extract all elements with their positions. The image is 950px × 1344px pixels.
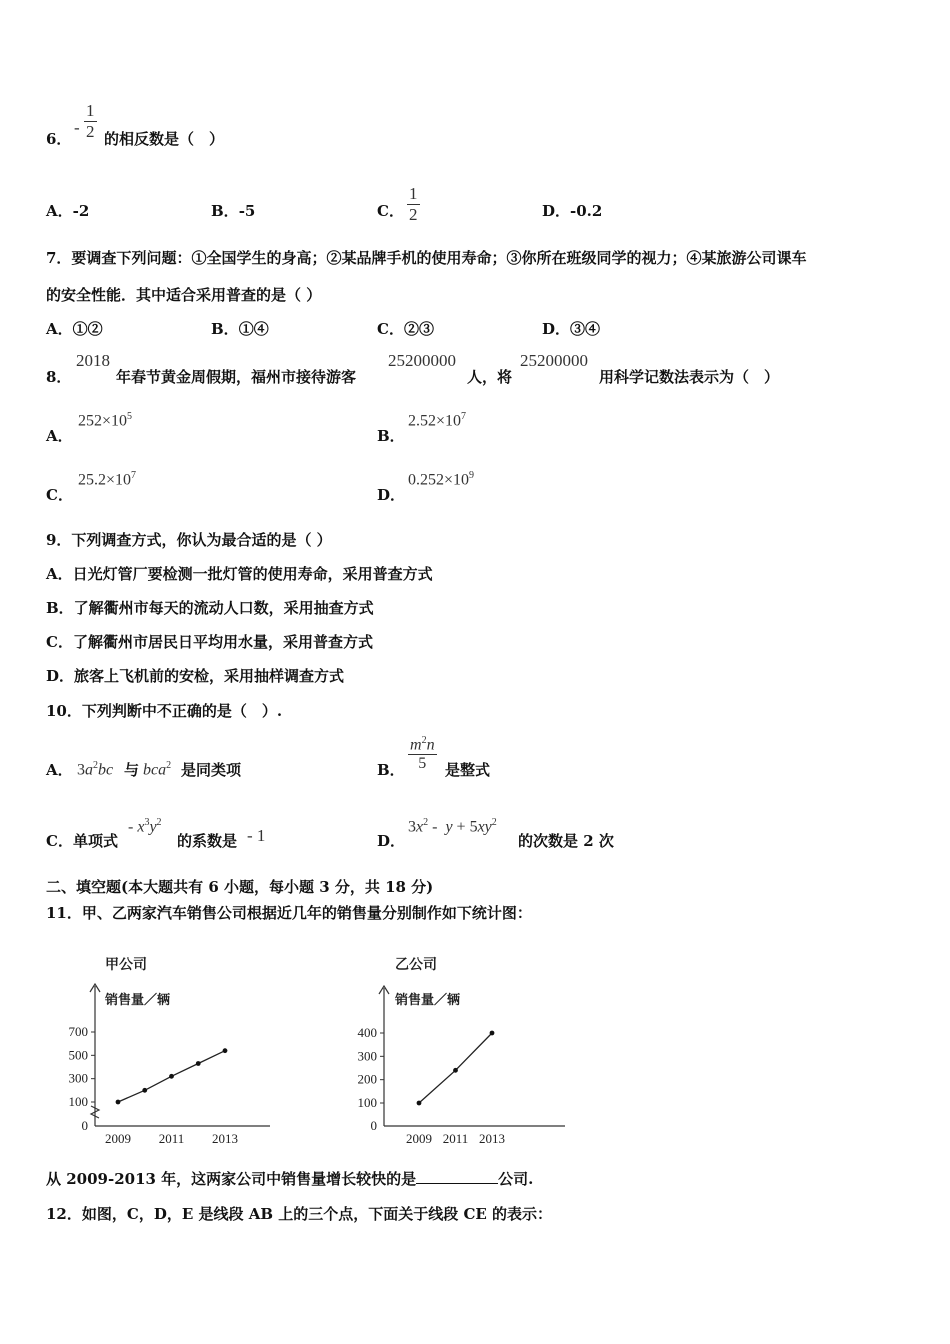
q9-option-c[interactable]: C．了解衢州市居民日平均用水量，采用普查方式	[46, 633, 373, 651]
yi-ytick-label: 300	[357, 1048, 377, 1064]
q12-stem: 12．如图，C，D，E 是线段 AB 上的三个点，下面关于线段 CE 的表示：	[46, 1205, 553, 1223]
q10-option-c-coef: - 1	[247, 826, 266, 845]
jia-ytick-label: 500	[68, 1047, 88, 1063]
q9-option-d[interactable]: D．旅客上飞机前的安检，采用抽样调查方式	[46, 667, 345, 685]
chart-jia	[55, 948, 285, 1148]
q11-stem: 11．甲、乙两家汽车销售公司根据近几年的销售量分别制作如下统计图：	[46, 904, 532, 922]
q10-option-d-label[interactable]: D．	[377, 832, 406, 850]
q8-option-d-value[interactable]: $0.252\times 10^9$	[408, 470, 475, 489]
q10-option-a-label[interactable]: A．	[46, 761, 73, 779]
q9-option-b[interactable]: B．了解衢州市每天的流动人口数，采用抽查方式	[46, 599, 374, 617]
q10-option-c-label[interactable]: C．单项式	[46, 832, 118, 850]
q6-frac-den: 2	[86, 122, 95, 141]
yi-data-point	[453, 1068, 458, 1073]
jia-data-point	[142, 1088, 147, 1093]
q8-option-c-label[interactable]: C．	[46, 486, 73, 504]
q8-option-d-label[interactable]: D．	[377, 486, 406, 504]
q11-answer-prefix: 从 2009-2013 年，这两家公司中销售量增长较快的是	[46, 1170, 417, 1188]
q11-answer-blank[interactable]	[416, 1169, 498, 1184]
q8-text1: 年春节黄金周假期，福州市接待游客	[116, 368, 357, 386]
chart-jia-title: 甲公司	[105, 958, 147, 973]
q8-option-a-value[interactable]: $252\times 10^5$	[78, 411, 133, 430]
jia-data-point	[116, 1100, 121, 1105]
q7-stem-line1: 7．要调查下列问题：①全国学生的身高；②某品牌手机的使用寿命；③你所在班级同学的视力；④某旅游公司课车	[46, 249, 807, 267]
q11-answer-line	[46, 1168, 533, 1189]
jia-ytick-label: 100	[68, 1094, 88, 1109]
q11-answer-suffix: 公司.	[498, 1170, 534, 1188]
q10-option-a-tail: 是同类项	[181, 761, 242, 779]
chart-jia-axis-break	[91, 1106, 99, 1118]
jia-data-point	[223, 1048, 228, 1053]
jia-data-point	[169, 1074, 174, 1079]
q8-number: 8．	[46, 368, 72, 386]
yi-xtick-label: 2009	[406, 1131, 432, 1146]
q9-stem: 9．下列调查方式，你认为最合适的是（ ）	[46, 531, 332, 549]
yi-ytick-label: 200	[357, 1071, 377, 1087]
q6-option-d[interactable]: D．-0.2	[542, 202, 603, 220]
q7-option-a[interactable]: A．①②	[46, 320, 103, 338]
q10-option-b-fraction: $\frac{m^2n}{5}$	[410, 735, 435, 773]
q8-option-b-value[interactable]: $2.52\times 10^7$	[408, 411, 467, 430]
q8-text2: 人，将	[467, 368, 513, 386]
yi-ytick-label: 400	[357, 1025, 377, 1040]
q8-option-c-value[interactable]: $25.2\times 10^7$	[78, 470, 137, 489]
q6-negative-sign: -	[74, 118, 80, 137]
q6-fraction	[84, 101, 97, 142]
chart-yi	[345, 948, 575, 1148]
jia-ytick-label: 300	[68, 1070, 88, 1086]
q6-option-c-fraction: $\frac{1}{2}$	[409, 184, 418, 224]
q7-option-c[interactable]: C．②③	[377, 320, 434, 338]
q8-text3: 用科学记数法表示为（ ）	[599, 368, 780, 386]
q10-option-c-mid: 的系数是	[177, 832, 238, 850]
q8-count2: 25200000	[520, 351, 588, 370]
q10-option-c-monomial: - $x^3y^2$	[128, 817, 162, 836]
q8-option-a-label[interactable]: A．	[46, 427, 73, 445]
q8-option-b-label[interactable]: B．	[377, 427, 405, 445]
jia-xtick-label: 2011	[158, 1131, 185, 1146]
jia-xtick-label: 2013	[212, 1131, 238, 1146]
yi-data-point	[490, 1031, 495, 1036]
jia-xtick-label: 2009	[105, 1131, 131, 1146]
jia-ytick-label: 0	[81, 1118, 88, 1133]
q7-option-d[interactable]: D．③④	[542, 320, 601, 338]
q7-option-b[interactable]: B．①④	[211, 320, 269, 338]
yi-ytick-label: 100	[357, 1095, 377, 1110]
jia-ytick-label: 700	[68, 1024, 88, 1039]
q10-option-d-polynomial: $3x^2 - y + 5xy^2$	[408, 817, 497, 836]
q6-frac-num: 1	[86, 101, 95, 120]
yi-ytick-label: 0	[370, 1118, 377, 1133]
q10-option-d-tail: 的次数是 2 次	[518, 832, 614, 850]
q10-option-b-tail: 是整式	[445, 761, 491, 779]
q6-option-a[interactable]: A．-2	[46, 202, 90, 220]
yi-xtick-label: 2013	[479, 1131, 505, 1146]
q7-stem-line2: 的安全性能．其中适合采用普查的是（ ）	[46, 286, 322, 304]
q10-option-b-label[interactable]: B．	[377, 761, 405, 779]
q8-count1: 25200000	[388, 351, 456, 370]
q6-option-b[interactable]: B．-5	[211, 202, 256, 220]
q9-option-a[interactable]: A．日光灯管厂要检测一批灯管的使用寿命，采用普查方式	[46, 565, 433, 583]
jia-data-point	[196, 1061, 201, 1066]
q10-option-a-expr2: bca$^2$	[143, 760, 172, 779]
q6-option-c[interactable]: C．	[377, 202, 404, 220]
chart-yi-ylabel: 销售量／辆	[395, 992, 461, 1007]
q10-stem: 10．下列判断中不正确的是（ ）.	[46, 702, 283, 720]
q8-year: 2018	[76, 351, 110, 370]
q6-stem: 的相反数是（ ）	[104, 130, 225, 148]
q10-option-a-and: 与	[124, 761, 140, 779]
q10-option-a-expr1: $3a^2bc$	[77, 760, 114, 779]
yi-data-point	[417, 1101, 422, 1106]
chart-jia-ylabel: 销售量／辆	[105, 992, 171, 1007]
q6-number: 6．	[46, 130, 72, 148]
chart-yi-title: 乙公司	[395, 958, 437, 973]
section-heading: 二、填空题(本大题共有 6 小题，每小题 3 分，共 18 分)	[46, 878, 434, 896]
yi-xtick-label: 2011	[442, 1131, 469, 1146]
